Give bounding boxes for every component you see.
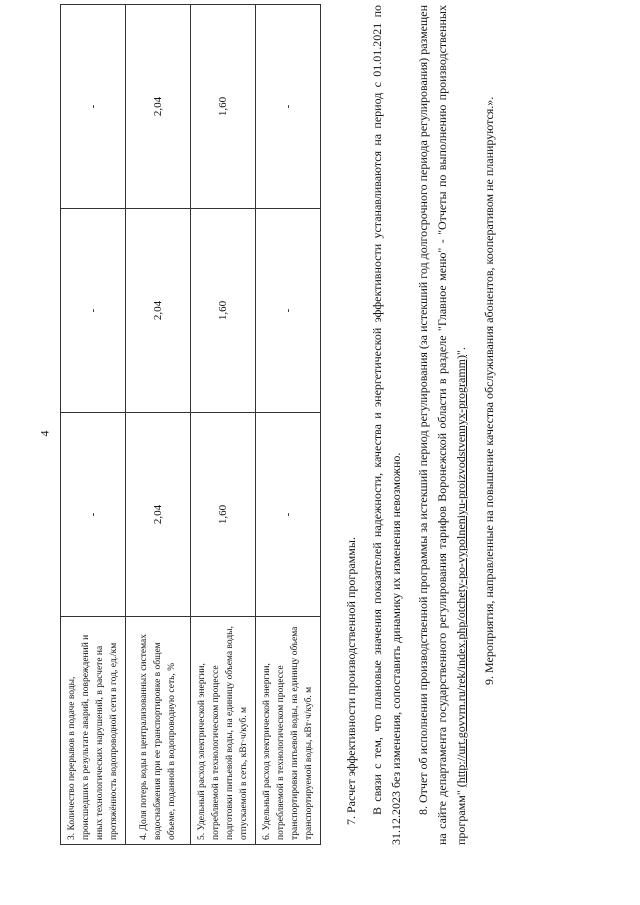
section-7-heading: 7. Расчет эффективности производственной программы. [344,537,358,825]
table-cell: 1,60 [191,209,256,413]
table-row [61,5,126,845]
table-row [126,5,191,845]
table-cell: 2,04 [126,5,191,209]
row-label: 6. Удельный расход электрической энергии, потребляемой в технологическом процессе транспортировки питьевой воды, на единицу объема транспортируемой воды, кВт·ч/куб. м [256,617,321,845]
row-label: 5. Удельный расход электрической энергии, потребляемой в технологическом процессе подготовки питьевой воды, на единицу объема воды, отпускаемой в сеть, кВт·ч/куб. м [191,617,256,845]
table-cell: - [61,5,126,209]
page-number: 4 [37,430,52,437]
table-cell: 2,04 [126,209,191,413]
section-8-end: ". [454,347,468,355]
table-cell: 1,60 [191,5,256,209]
table-cell: 1,60 [191,413,256,617]
row-label: 3. Количество перерывов в подаче воды, происшедших в результате аварий, повреждений и иных технологических нарушений, в расчете на протяжённость водопроводной сети в год, ед./км [61,617,126,845]
table-row [191,5,256,845]
section-8-paragraph [414,5,471,845]
row-label: 4. Доля потерь воды в централизованных системах водоснабжения при ее транспортировке в общем объеме, поданной в водопроводную сеть, % [126,617,191,845]
section-7-text: В связи с тем, что плановые значения показателей надежности, качества и энергетической эффективности устанавливаются на период с 01.01.2021 по 31.12.2023 без изменения, сопоставить динамику их изменения невозможно. [370,5,403,845]
section-8-text: 8. Отчет об исполнении производственной программы за истекший период регулирования (за истекший год долгосрочного периода регулирования) размещен на сайте департамента государственного регулирования тарифов Воронежской области в разделе "Главное меню" - "Отчеты по выполнению производственных программ" [416,5,468,845]
table-cell: - [256,5,321,209]
table-row [256,5,321,845]
indicators-table [60,4,321,845]
table-cell: - [256,209,321,413]
table-cell: - [61,413,126,617]
table-cell: - [256,413,321,617]
table-cell: - [61,209,126,413]
table-cell: 2,04 [126,413,191,617]
rotated-page-content [60,5,500,845]
report-link[interactable]: (http://urt.govvrn.ru/rek/index.php/otchety-po-vypolneniyu-proizvodstvennyx-programm) [454,354,468,788]
section-9-text: 9. Мероприятия, направленные на повышение качества обслуживания абонентов, кооперативом не планируются.». [482,96,496,685]
